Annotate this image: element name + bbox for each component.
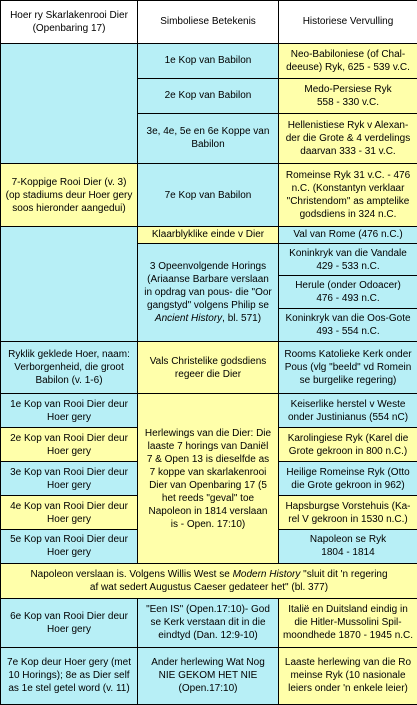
- symbolic-text: , bl. 571): [222, 312, 262, 324]
- revelation-cell: 2e Kop van Rooi Dier deur Hoer gery: [1, 428, 138, 462]
- symbolic-cell: 2e Kop van Babilon: [138, 78, 279, 113]
- symbolic-cell: 1e Kop van Babilon: [138, 43, 279, 78]
- symbolic-cell: 3e, 4e, 5e en 6e Koppe van Babilon: [138, 113, 279, 163]
- symbolic-cell: Ander herlewing Wat Nog NIE GEKOM HET NIE (Open.17:10): [138, 647, 279, 704]
- historical-cell: Val van Rome (476 n.C.): [279, 227, 417, 243]
- table-row: [1, 598, 417, 647]
- table-row: [1, 163, 417, 226]
- symbolic-cell: Klaarblyklike einde v Dier: [138, 227, 279, 243]
- table-row: [1, 43, 417, 78]
- revelation-cell: Ryklik geklede Hoer, naam: Verborgenheid, die groot Babilon (v. 1-6): [1, 341, 138, 393]
- table-row: [1, 227, 417, 243]
- historical-cell: Heilige Romeinse Ryk (Otto die Grote gekroon in 962): [279, 462, 417, 496]
- historical-cell: Italië en Duitsland eindig in die Hitler-Mussolini Spil- moondhede 1870 - 1945 n.C.: [279, 598, 417, 647]
- header-symbolic-meaning: Simboliese Betekenis: [138, 1, 279, 44]
- revelation-cell: 5e Kop van Rooi Dier deur Hoer gery: [1, 529, 138, 563]
- symbolic-text: 3 Opeenvolgende Horings (Ariaanse Barbare verslaan in opdrag van pous- die "Oor gangstyd" volgens Philip se: [144, 260, 272, 311]
- historical-cell: Rooms Katolieke Kerk onder Pous (vlg "beeld" vd Romein se burgelike regering): [279, 341, 417, 393]
- symbolic-cell: Vals Christelike godsdiens regeer die Dier: [138, 341, 279, 393]
- table-row: [1, 647, 417, 704]
- revelation-cell-empty: [1, 43, 138, 163]
- revelation-cell: 1e Kop van Rooi Dier deur Hoer gery: [1, 394, 138, 428]
- historical-cell: Keiserlike herstel v Weste onder Justinianus (554 nC): [279, 394, 417, 428]
- symbolic-cell: Herlewings van die Dier: Die laaste 7 horings van Daniël 7 & Open 13 is dieselfde as 7 koppe van skarlakenrooi Dier van Openbaring 17 (5 het reeds "geval" toe Napoleon in 1814 verslaan is - Open. 17:10): [138, 394, 279, 563]
- historical-cell: Neo-Babiloniese (of Chal- deeuse) Ryk, 625 - 539 v.C.: [279, 43, 417, 78]
- revelation-cell: 7e Kop deur Hoer gery (met 10 Horings); 8e as Dier self as 1e stel getel word (v. 11): [1, 647, 138, 704]
- symbolic-cell: "Een IS" (Open.17:10)- God se Kerk verstaan dit in die eindtyd (Dan. 12:9-10): [138, 598, 279, 647]
- header-historical-fulfilment: Historiese Vervulling: [279, 1, 417, 44]
- symbolic-cell: [138, 243, 279, 341]
- historical-cell: Koninkryk van die Vandale 429 - 533 n.C.: [279, 243, 417, 276]
- historical-cell: Hellenistiese Ryk v Alexan- der die Grote & 4 verdelings daarvan 333 - 31 v.C.: [279, 113, 417, 163]
- header-row: [1, 1, 417, 44]
- historical-cell: Herule (onder Odoacer) 476 - 493 n.C.: [279, 276, 417, 309]
- revelation-cell: 7-Koppige Rooi Dier (v. 3) (op stadiums deur Hoer gery soos hieronder aangedui): [1, 163, 138, 226]
- table-row: [1, 563, 417, 598]
- revelation-cell: 3e Kop van Rooi Dier deur Hoer gery: [1, 462, 138, 496]
- revelation-cell-empty: [1, 227, 138, 342]
- table-row: [1, 341, 417, 393]
- symbolic-cell: 7e Kop van Babilon: [138, 163, 279, 226]
- header-revelation: Hoer ry Skarlakenrooi Dier (Openbaring 17): [1, 1, 138, 44]
- historical-cell: Napoleon se Ryk 1804 - 1814: [279, 529, 417, 563]
- historical-cell: Medo-Persiese Ryk 558 - 330 v.C.: [279, 78, 417, 113]
- banner-cell: [1, 563, 417, 598]
- historical-cell: Romeinse Ryk 31 v.C. - 476 n.C. (Konstantyn verklaar "Christendom" as amptelike godsdiens in 324 n.C.: [279, 163, 417, 226]
- revelation-cell: 6e Kop van Rooi Dier deur Hoer gery: [1, 598, 138, 647]
- historical-cell: Laaste herlewing van die Ro meinse Ryk (10 nasionale leiers onder 'n enkele leier): [279, 647, 417, 704]
- book-title: Modern History: [232, 568, 301, 580]
- historical-cell: Karolingiese Ryk (Karel die Grote gekroon in 800 n.C.): [279, 428, 417, 462]
- revelation-cell: 4e Kop van Rooi Dier deur Hoer gery: [1, 496, 138, 530]
- historical-cell: Koninkryk van die Oos-Gote 493 - 554 n.C.: [279, 309, 417, 342]
- book-title: Ancient History: [154, 312, 223, 324]
- banner-text: "sluit dit 'n regering af wat sedert Augustus Caeser gedateer het" (bl. 377): [89, 568, 388, 593]
- table-row: [1, 394, 417, 428]
- banner-text: Napoleon verslaan is. Volgens Willis West se: [30, 568, 233, 580]
- historical-cell: Hapsburgse Vorstehuis (Ka- rel V gekroon in 1530 n.C.): [279, 496, 417, 530]
